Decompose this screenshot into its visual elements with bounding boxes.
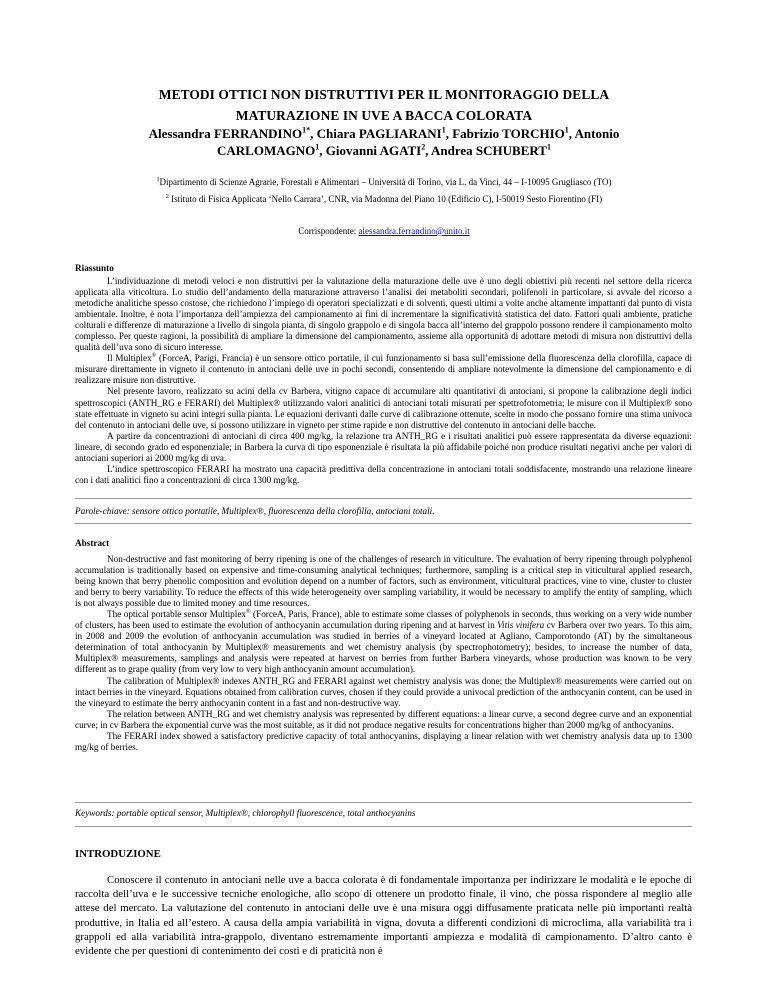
abstract-body [75,554,692,753]
author-affil-mark: 1 [564,125,569,135]
author-affil-mark: 1 [315,142,320,152]
abstract-paragraph: The relation between ANTH_RG and wet chemistry analysis was represented by different equations: a linear curve, a second degree curve and an exponential curve; in cv Barbera the exponential curve was the most suitable, as it did not produce negative results for concentrations higher than 2000 mg/kg of anthocyanins. [75,708,692,730]
section-divider [75,826,692,827]
affiliation-text: Dipartimento di Scienze Agrarie, Forestali e Alimentari – Università di Torino, via L. da Vinci, 44 – I-10095 Grugliasco (TO) [159,177,612,187]
correspondence [60,226,708,237]
author-line-1 [80,125,688,142]
author-affil-mark: 2 [421,142,426,152]
affiliation-mark: 2 [165,194,169,200]
author-name: , Chiara PAGLIARANI [310,126,442,141]
author-affil-mark: 1* [302,125,311,135]
riassunto-paragraph: Il Multiplex® (ForceA, Parigi, Francia) è un sensore ottico portatile, il cui funzionamento si basa sull’emissione della fluorescenza della clorofilla, capace di misurare direttamente in vigneto il contenuto in antociani delle uve in pochi secondi, consentendo di ampliare notevolmente la dimensione del campionamento e di realizzare misure non distruttive. [75,353,693,386]
correspondence-email-link[interactable]: alessandra.ferrandino@unito.it [358,226,470,236]
author-name: , Andrea SCHUBERT [425,143,547,158]
author-affil-mark: 1 [441,125,446,135]
author-list [80,125,688,159]
abstract-paragraph: The optical portable sensor Multiplex® (ForceA, Paris, France), able to estimate some classes of polyphenols in seconds, thus working on a very wide number of clusters, has been used to estimate the evolution of anthocyanin accumulation during ripening and at harvest in Vitis vinifera cv Barbera over two years. To this aim, in 2008 and 2009 the evolution of anthocyanin accumulation was studied in berries of a vineyard located at Agliano, Camporotondo (AT) by the simultaneous determination of total anthocyanin by Multiplex® measurements and wet chemistry analysis (by spectrophotometry); besides, to increase the number of data, Multiplex® measurements, samplings and analysis were repeated at harvest on berries from further Barbera vineyards, whose production was known to be very different as to grape quality (from very low to very high anthocyanin amount accumulation). [75,609,692,675]
abstract-paragraph: The FERARI index showed a satisfactory predictive capacity of total anthocyanins, displaying a linear relation with wet chemistry analysis data up to 1300 mg/kg of berries. [75,730,692,752]
abstract-paragraph: The calibration of Multiplex® indexes ANTH_RG and FERARI against wet chemistry analysis was done; the Multiplex® measurements were carried out on intact berries in the vineyard. Equations obtained from calibration curves, chosen if they could provide a univocal prediction of the anthocyanin content, can be used in the vineyard to estimate the berry anthocyanin content in a fast and non-destructive way. [75,675,692,708]
author-affil-mark: 1 [546,142,551,152]
abstract-paragraph: Non-destructive and fast monitoring of berry ripening is one of the challenges of research in viticulture. The evaluation of berry ripening through polyphenol accumulation is traditionally based on expensive and time-consuming analytical techniques; furthermore, sampling is a critical step in viticultural applied research, being known that berry phenolic composition and evolution depend on a number of factors, such as environment, viticultural practices, vine to vine, cluster to cluster and berry to berry variability. To reduce the effects of this wide heterogeneity over sampling variability, it would be necessary to amplify the entity of sampling, which is not always possible due to limited money and time resources. [75,554,692,609]
riassunto-heading: Riassunto [75,263,114,273]
introduzione-paragraph: Conoscere il contenuto in antociani nelle uve a bacca colorata è di fondamentale importanza per indirizzare le modalità e le epoche di raccolta dell’uva e le successive tecniche enologiche, allo scopo di ottenere un prodotto finale, il vino, che possa rispondere al meglio alle attese del mercato. La valutazione del contenuto in antociani delle uve è una misura oggi diffusamente praticata nelle più importanti realtà produttive, in Italia ed all’estero. A causa della ampia variabilità in vigna, dovuta a differenti condizioni di microclima, alla variabilità tra i grappoli ed alla variabilità intra-grappolo, diventano estremamente importanti ampiezza e modalità di campionamento. D’altro canto è evidente che per questioni di contenimento dei costi e di praticità non è [75,874,692,958]
riassunto-paragraph: A partire da concentrazioni di antociani di circa 400 mg/kg, la relazione tra ANTH_RG e i risultati analitici può essere rappresentata da diverse equazioni: lineare, di secondo grado ed esponenziale; in Barbera la curva di tipo esponenziale è risultata la più affidabile poiché non produce risultati negativi anche per valori di antociani superiori ai 2000 mg/kg di uva. [75,430,692,463]
riassunto-paragraph: L’indice spettroscopico FERARI ha mostrato una capacità predittiva della concentrazione in antociani totali soddisfacente, mostrando una relazione lineare con i dati analitici fino a concentrazioni di circa 1300 mg/kg. [75,463,692,485]
author-line-2 [80,142,688,159]
section-divider [75,498,692,499]
section-divider [75,523,692,524]
introduzione-heading: INTRODUZIONE [75,848,161,860]
affiliation-text: Istituto di Fisica Applicata ‘Nello Carrara’, CNR, via Madonna del Piano 10 (Edificio C), I-50019 Sesto Fiorentino (FI) [168,194,603,204]
section-divider [75,802,692,803]
affiliation-2 [60,194,708,205]
riassunto-body [75,276,692,486]
riassunto-paragraph: Nel presente lavoro, realizzato su acini della cv Barbera, vitigno capace di accumulare alti quantitativi di antociani, si propone la calibrazione degli indici spettroscopici (ANTH_RG e FERARI) del Multiplex® utilizzando valori analitici di antociani totali misurati per spettrofotometria; le misure con il Multiplex® sono state effettuate in vigneto su acini integri sulla pianta. Le equazioni derivanti dalle curve di calibrazione ottenute, scelte in modo che possano fornire una stima univoca del contenuto in antociani delle uve, si possono utilizzare in vigneto per stime rapide e non distruttive del contenuto in antociani delle bacche. [75,386,692,430]
abstract-heading: Abstract [75,538,110,548]
title-line-2: MATURAZIONE IN UVE A BACCA COLORATA [235,108,533,123]
author-name: , Giovanni AGATI [319,143,422,158]
paper-title [70,84,698,126]
affiliation-1 [60,177,708,188]
correspondence-label: Corrispondente: [298,226,359,236]
keywords: Keywords: portable optical sensor, Multiplex®, chlorophyll fluorescence, total anthocyanins [75,808,416,818]
introduzione-body [75,873,692,958]
author-name: , Antonio [568,126,620,141]
author-name: CARLOMAGNO [217,143,316,158]
author-name: , Fabrizio TORCHIO [445,126,565,141]
title-line-1: METODI OTTICI NON DISTRUTTIVI PER IL MONITORAGGIO DELLA [158,87,610,102]
author-name: Alessandra FERRANDINO [148,126,303,141]
parole-chiave: Parole-chiave: sensore ottico portatile, Multiplex®, fluorescenza della clorofilla, antociani totali. [75,506,435,516]
affiliation-mark: 1 [156,177,160,183]
riassunto-paragraph: L’individuazione di metodi veloci e non distruttivi per la valutazione della maturazione delle uve è uno degli obiettivi più recenti nel settore della ricerca applicata alla viticoltura. Lo studio dell’andamento della maturazione attraverso l’analisi dei metaboliti secondari, polifenoli in particolare, si avvale del ricorso a metodiche analitiche spesso costose, che richiedono l’impiego di operatori specializzati e di solventi, questi ultimi a volte anche altamente impattanti dal punto di vista ambientale. Inoltre, è nota l’importanza dell’ampiezza del campionamento ai fini di incrementare la significatività statistica del dato. Fattori quali ambiente, pratiche colturali e differenze di maturazione a livello di singola pianta, di singolo grappolo e di singola bacca all’interno del grappolo possono rendere il campionamento molto complesso. Per queste ragioni, la possibilità di ampliare la dimensione del campionamento, assieme alla opportunità di adottare metodi di misura non distruttivi della qualità dell’uva sono di sicuro interesse. [75,276,692,353]
